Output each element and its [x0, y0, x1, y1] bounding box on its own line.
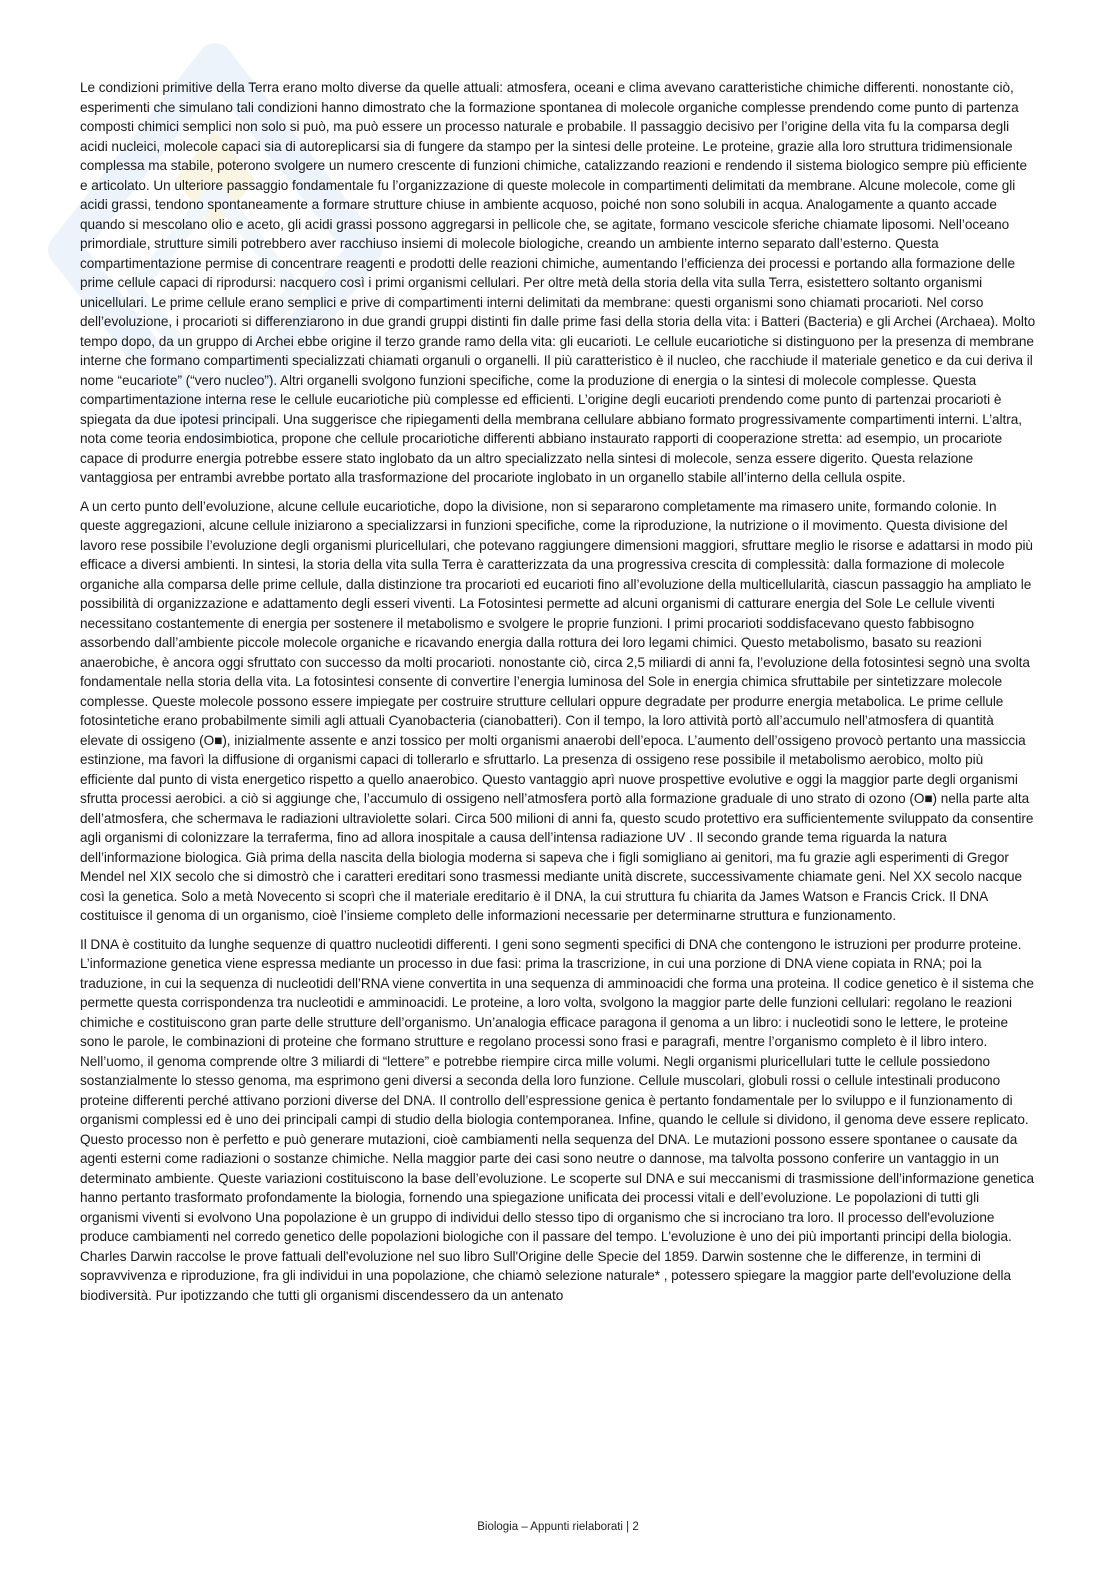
paragraph: Le condizioni primitive della Terra erano molto diverse da quelle attuali: atmosfera, oceani e clima avevano caratteristiche chimiche differenti. nonostante ciò, esperimenti che simulano tali condizioni hanno dimostrato che la formazione spontanea di molecole organiche complesse prendendo come punto di partenza composti chimici semplici non solo si può, ma può essere un processo naturale e probabile. Il passaggio decisivo per l’origine della vita fu la comparsa degli acidi nucleici, molecole capaci sia di autoreplicarsi sia di fungere da stampo per la sintesi delle proteine. Le proteine, grazie alla loro struttura tridimensionale complessa ma stabile, poterono svolgere un numero crescente di funzioni chimiche, catalizzando reazioni e rendendo il sistema biologico sempre più efficiente e articolato. Un ulteriore passaggio fondamentale fu l’organizzazione di queste molecole in compartimenti delimitati da membrane. Alcune molecole, come gli acidi grassi, tendono spontaneamente a formare strutture chiuse in ambiente acquoso, poiché non sono solubili in acqua. Analogamente a quanto accade quando si mescolano olio e aceto, gli acidi grassi possono aggregarsi in pellicole che, se agitate, formano vescicole sferiche chiamate liposomi. Nell’oceano primordiale, strutture simili potrebbero aver racchiuso insiemi di molecole biologiche, creando un ambiente interno separato dall’esterno. Questa compartimentazione permise di concentrare reagenti e prodotti delle reazioni chimiche, aumentando l’efficienza dei processi e portando alla formazione delle prime cellule capaci di riprodursi: nacquero così i primi organismi cellulari. Per oltre metà della storia della vita sulla Terra, esistettero soltanto organismi unicellulari. Le prime cellule erano semplici e prive di compartimenti interni delimitati da membrane: questi organismi sono chiamati procarioti. Nel corso dell’evoluzione, i procarioti si differenziarono in due grandi gruppi distinti fin dalle prime fasi della storia della vita: i Batteri (Bacteria) e gli Archei (Archaea). Molto tempo dopo, da un gruppo di Archei ebbe origine il terzo grande ramo della vita: gli eucarioti. Le cellule eucariotiche si distinguono per la presenza di membrane interne che formano compartimenti specializzati chiamati organuli o organelli. Il più caratteristico è il nucleo, che racchiude il materiale genetico e da cui deriva il nome “eucariote” (“vero nucleo”). Altri organelli svolgono funzioni specifiche, come la produzione di energia o la sintesi di molecole complesse. Questa compartimentazione interna rese le cellule eucariotiche più complesse ed efficienti. L’origine degli eucarioti prendendo come punto di partenzai procarioti è spiegata da due ipotesi principali. Una suggerisce che ripiegamenti della membrana cellulare abbiano formato progressivamente compartimenti interni. L’altra, nota come teoria endosimbiotica, propone che cellule procariotiche differenti abbiano instaurato rapporti di cooperazione stretta: ad esempio, un procariote capace di produrre energia potrebbe essere stato inglobato da un altro specializzato nella sintesi di molecole, senza essere digerito. Questa relazione vantaggiosa per entrambi avrebbe portato alla trasformazione del procariote inglobato in un organello stabile all’interno della cellula ospite. — [80, 80, 1036, 485]
paragraph: A un certo punto dell’evoluzione, alcune cellule eucariotiche, dopo la divisione, non si separarono completamente ma rimasero unite, formando colonie. In queste aggregazioni, alcune cellule iniziarono a specializzarsi in funzioni specifiche, come la riproduzione, la nutrizione o il movimento. Questa divisione del lavoro rese possibile l’evoluzione degli organismi pluricellulari, che potevano raggiungere dimensioni maggiori, sfruttare meglio le risorse e adattarsi in modo più efficace a diversi ambienti. In sintesi, la storia della vita sulla Terra è caratterizzata da una progressiva crescita di complessità: dalla formazione di molecole organiche alla comparsa delle prime cellule, dalla distinzione tra procarioti ed eucarioti fino all’evoluzione della multicellularità, ciascun passaggio ha ampliato le possibilità di organizzazione e adattamento degli esseri viventi. La Fotosintesi permette ad alcuni organismi di catturare energia del Sole Le cellule viventi necessitano costantemente di energia per sostenere il metabolismo e svolgere le proprie funzioni. I primi procarioti soddisfacevano questo fabbisogno assorbendo dall’ambiente piccole molecole organiche e ricavando energia dalla rottura dei loro legami chimici. Questo metabolismo, basato su reazioni anaerobiche, è ancora oggi sfruttato con successo da molti procarioti. nonostante ciò, circa 2,5 miliardi di anni fa, l’evoluzione della fotosintesi segnò una svolta fondamentale nella storia della vita. La fotosintesi consente di convertire l’energia luminosa del Sole in energia chimica sfruttabile per sintetizzare molecole complesse. Queste molecole possono essere impiegate per costruire strutture cellulari oppure degradate per produrre energia metabolica. Le prime cellule fotosintetiche erano probabilmente simili agli attuali Cyanobacteria (cianobatteri). Con il tempo, la loro attività portò all’accumulo nell’atmosfera di quantità elevate di ossigeno (O■), inizialmente assente e anzi tossico per molti organismi anaerobi dell’epoca. L’aumento dell’ossigeno provocò pertanto una massiccia estinzione, ma favorì la diffusione di organismi capaci di tollerarlo e sfruttarlo. La presenza di ossigeno rese possibile il metabolismo aerobico, molto più efficiente dal punto di vista energetico rispetto a quello anaerobico. Questo vantaggio aprì nuove prospettive evolutive e oggi la maggior parte degli organismi sfrutta processi aerobici. a ciò si aggiunge che, l’accumulo di ossigeno nell’atmosfera portò alla formazione graduale di uno strato di ozono (O■) nella parte alta dell’atmosfera, che schermava le radiazioni ultraviolette solari. Circa 500 milioni di anni fa, questo scudo protettivo era sufficientemente sviluppato da consentire agli organismi di colonizzare la terraferma, fino ad allora inospitale a causa dell’intensa radiazione UV . Il secondo grande tema riguarda la natura dell’informazione biologica. Già prima della nascita della biologia moderna si sapeva che i figli somigliano ai genitori, ma fu grazie agli esperimenti di Gregor Mendel nel XIX secolo che si dimostrò che i caratteri ereditari sono trasmessi mediante unità discrete, successivamente chiamate geni. Nel XX secolo nacque così la genetica. Solo a metà Novecento si scoprì che il materiale ereditario è il DNA, la cui struttura fu chiarita da James Watson e Francis Crick. Il DNA costituisce il genoma di un organismo, cioè l’insieme completo delle informazioni necessarie per determinarne struttura e funzionamento. — [80, 498, 1034, 923]
document-body — [80, 78, 1037, 1508]
paragraph: Il DNA è costituito da lunghe sequenze di quattro nucleotidi differenti. I geni sono segmenti specifici di DNA che contengono le istruzioni per produrre proteine. L’informazione genetica viene espressa mediante un processo in due fasi: prima la trascrizione, in cui una porzione di DNA viene copiata in RNA; poi la traduzione, in cui la sequenza di nucleotidi dell’RNA viene convertita in una sequenza di amminoacidi che forma una proteina. Il codice genetico è il sistema che permette questa corrispondenza tra nucleotidi e amminoacidi. Le proteine, a loro volta, svolgono la maggior parte delle funzioni cellulari: regolano le reazioni chimiche e costituiscono gran parte delle strutture dell’organismo. Un’analogia efficace paragona il genoma a un libro: i nucleotidi sono le lettere, le proteine sono le parole, le combinazioni di proteine che formano strutture e regolano processi sono frasi e paragrafi, mentre l’organismo completo è il libro intero. Nell’uomo, il genoma comprende oltre 3 miliardi di “lettere” e potrebbe riempire circa mille volumi. Negli organismi pluricellulari tutte le cellule possiedono sostanzialmente lo stesso genoma, ma esprimono geni diversi a seconda della loro funzione. Cellule muscolari, globuli rossi o cellule intestinali producono proteine differenti perché attivano porzioni diverse del DNA. Il controllo dell’espressione genica è pertanto fondamentale per lo sviluppo e il funzionamento di organismi complessi ed è uno dei principali campi di studio della biologia contemporanea. Infine, quando le cellule si dividono, il genoma deve essere replicato. Questo processo non è perfetto e può generare mutazioni, cioè cambiamenti nella sequenza del DNA. Le mutazioni possono essere spontanee o causate da agenti esterni come radiazioni o sostanze chimiche. Nella maggior parte dei casi sono neutre o dannose, ma talvolta possono conferire un vantaggio in un determinato ambiente. Queste variazioni costituiscono la base dell’evoluzione. Le scoperte sul DNA e sui meccanismi di trasmissione dell’informazione genetica hanno pertanto trasformato profondamente la biologia, fornendo una spiegazione unificata dei processi vitali e dell’evoluzione. Le popolazioni di tutti gli organismi viventi si evolvono Una popolazione è un gruppo di individui dello stesso tipo di organismo che si incrociano tra loro. Il processo dell'evoluzione produce cambiamenti nel corredo genetico delle popolazioni biologiche con il passare del tempo. L'evoluzione è uno dei più importanti principi della biologia. Charles Darwin raccolse le prove fattuali dell'evoluzione nel suo libro Sull'Origine delle Specie del 1859. Darwin sostenne che le differenze, in termini di sopravvivenza e riproduzione, fra gli individui in una popolazione, che chiamò selezione naturale* , potessero spiegare la maggior parte dell'evoluzione della biodiversità. Pur ipotizzando che tutti gli organismi discendessero da un antenato — [80, 936, 1034, 1303]
page-footer: Biologia – Appunti rielaborati | 2 — [477, 1521, 639, 1533]
